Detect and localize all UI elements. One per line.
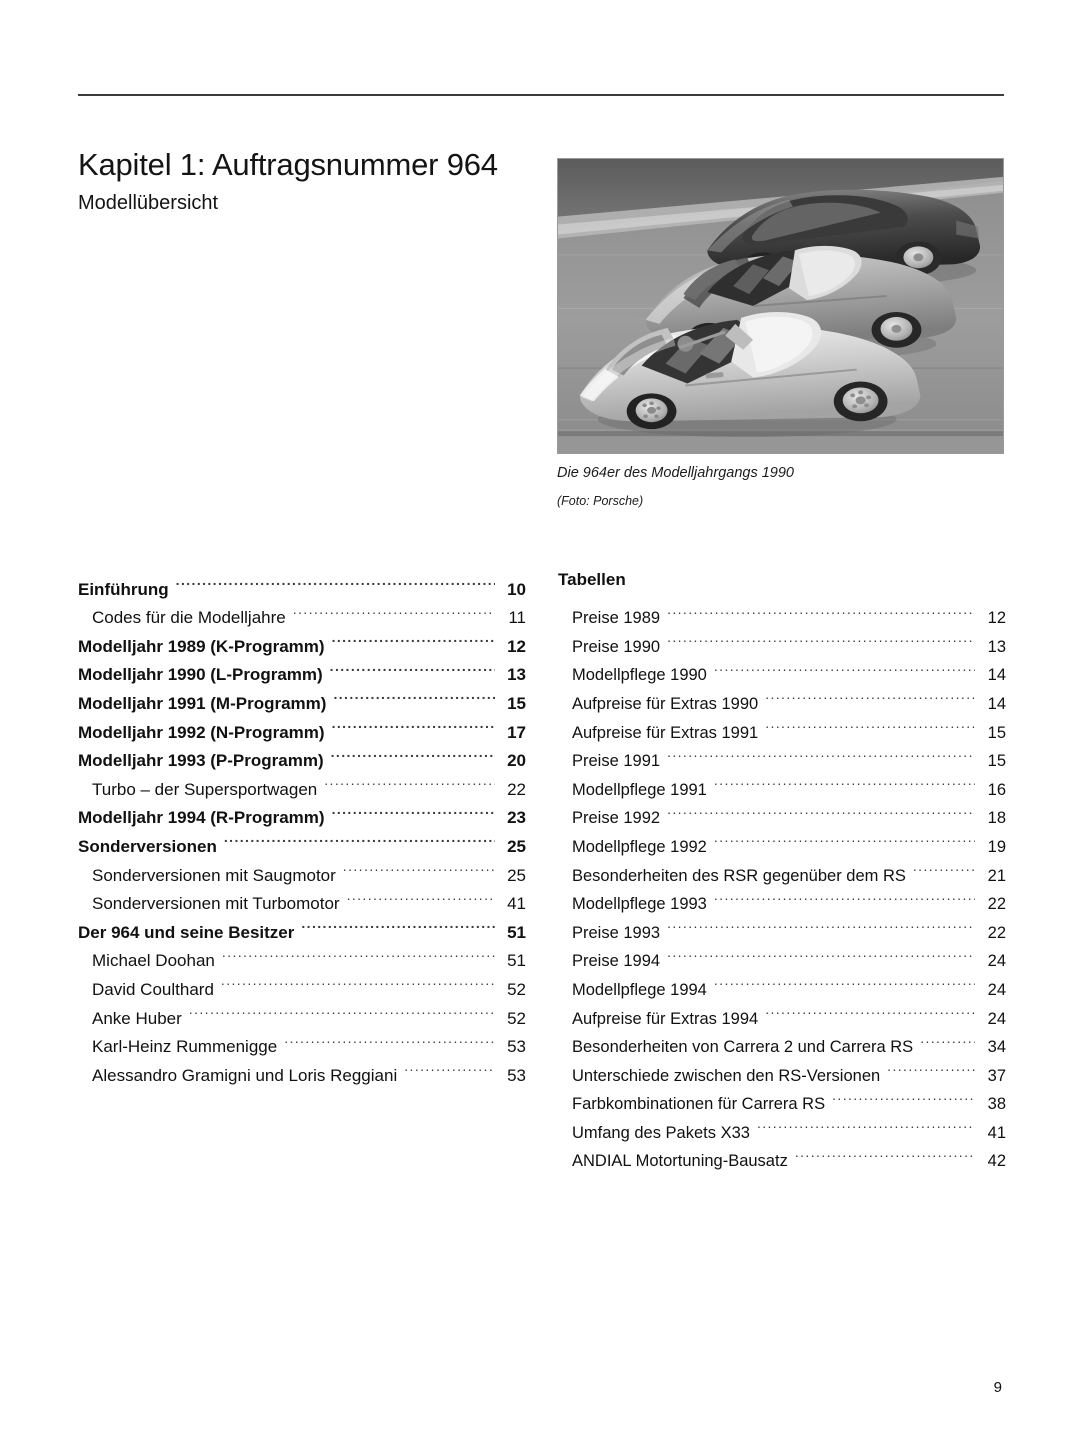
toc-entry-page: 13 (987, 637, 1006, 656)
toc-entry-label: Besonderheiten von Carrera 2 und Carrera RS (572, 1038, 914, 1057)
toc-entry-page: 53 (507, 1065, 526, 1085)
toc-entry-page: 24 (987, 1009, 1006, 1028)
toc-entry-label: Anke Huber (92, 1008, 182, 1028)
toc-entry-label: David Coulthard (92, 979, 214, 999)
toc-leader-dots (765, 680, 975, 709)
toc-leader-dots (332, 795, 495, 824)
toc-entry-page: 38 (987, 1095, 1006, 1114)
toc-entry-page: 14 (987, 666, 1006, 685)
toc-entry-page: 25 (507, 865, 526, 885)
toc-entry-page: 22 (987, 923, 1006, 942)
toc-entry-label: Preise 1994 (572, 952, 661, 971)
toc-entry-label: Karl-Heinz Rummenigge (92, 1037, 278, 1057)
toc-leader-dots (765, 709, 975, 738)
toc-entry-page: 16 (987, 780, 1006, 799)
toc-entry-page: 19 (987, 837, 1006, 856)
toc-leader-dots (333, 680, 495, 709)
toc-entry-label: Turbo – der Supersportwagen (92, 779, 318, 799)
toc-leader-dots (714, 652, 975, 681)
toc-entry-page: 14 (987, 694, 1006, 713)
toc-entry-label: Sonderversionen mit Turbomotor (92, 894, 340, 914)
toc-entry-label: Modellpflege 1990 (572, 666, 707, 685)
toc-entry-page: 52 (507, 1008, 526, 1028)
page-subtitle: Modellübersicht (78, 191, 219, 214)
toc-entry-page: 10 (507, 579, 526, 599)
toc-entry-page: 24 (987, 952, 1006, 971)
toc-leader-dots (913, 852, 975, 881)
header-rule (78, 94, 1004, 96)
toc-column-tables (558, 566, 1006, 1171)
toc-entry-page: 25 (507, 836, 526, 856)
toc-tables-heading: Tabellen (558, 570, 626, 589)
toc-entry-label: Alessandro Gramigni und Loris Reggiani (92, 1065, 398, 1085)
toc-entry-page: 34 (987, 1038, 1006, 1057)
toc-entry-label: Modelljahr 1992 (N-Programm) (78, 722, 325, 742)
toc-entry-label: Preise 1992 (572, 809, 661, 828)
toc-entry-page: 15 (987, 752, 1006, 771)
toc-leader-dots (667, 623, 975, 652)
toc-entry-label: Codes für die Modelljahre (92, 608, 286, 628)
toc-leader-dots (714, 966, 975, 995)
toc-entry-page: 12 (507, 636, 526, 656)
toc-entry-label: Aufpreise für Extras 1990 (572, 694, 759, 713)
toc-leader-dots (343, 852, 495, 881)
toc-leader-dots (330, 652, 495, 681)
toc-entry-page: 21 (987, 866, 1006, 885)
toc-entry-page: 51 (507, 951, 526, 971)
toc-entry-page: 15 (507, 693, 526, 713)
toc-entry-page: 24 (987, 980, 1006, 999)
toc-entry-label: Modellpflege 1994 (572, 980, 707, 999)
toc-leader-dots (332, 623, 495, 652)
toc-entry-label: Farbkombinationen für Carrera RS (572, 1095, 826, 1114)
porsche-964-photo-image (557, 158, 1004, 454)
toc-entry-page: 23 (507, 808, 526, 828)
page-title: Kapitel 1: Auftragsnummer 964 (78, 147, 498, 182)
toc-entry-label: Modellpflege 1992 (572, 837, 707, 856)
toc-leader-dots (176, 566, 495, 595)
toc-entry-label: Modelljahr 1994 (R-Programm) (78, 808, 325, 828)
toc-entry-label: Preise 1991 (572, 752, 661, 771)
toc-entry-page: 11 (508, 608, 526, 628)
page-number: 9 (993, 1379, 1002, 1396)
toc-leader-dots (221, 966, 495, 995)
toc-column-contents (78, 566, 526, 1085)
toc-entry-label: Modellpflege 1991 (572, 780, 707, 799)
toc-leader-dots (347, 881, 495, 910)
toc-leader-dots (667, 938, 975, 967)
chapter-photo (557, 158, 1004, 454)
chapter-heading-block (78, 148, 528, 215)
toc-entry-page: 41 (507, 894, 526, 914)
toc-leader-dots (832, 1081, 975, 1110)
toc-leader-dots (757, 1109, 975, 1138)
toc-leader-dots (887, 1052, 975, 1081)
toc-leader-dots (667, 738, 975, 767)
toc-leader-dots (189, 995, 495, 1024)
toc-leader-dots (222, 938, 495, 967)
toc-leader-dots (795, 1138, 975, 1167)
toc-entry-page: 51 (507, 922, 526, 942)
toc-entry-page: 22 (507, 779, 526, 799)
figure-caption: Die 964er des Modelljahrgangs 1990 (557, 465, 794, 481)
toc-entry-label: ANDIAL Motortuning-Bausatz (572, 1152, 788, 1171)
figure-credit: (Foto: Porsche) (557, 494, 644, 508)
toc-entry-label: Besonderheiten des RSR gegenüber dem RS (572, 866, 906, 885)
toc-entry-label: Michael Doohan (92, 951, 215, 971)
toc-entry-label: Modelljahr 1989 (K-Programm) (78, 636, 325, 656)
toc-entry-label: Preise 1989 (572, 609, 661, 628)
toc-entry-label: Modellpflege 1993 (572, 895, 707, 914)
toc-leader-dots (332, 709, 495, 738)
toc-entry-label: Der 964 und seine Besitzer (78, 922, 295, 942)
toc-leader-dots (224, 823, 495, 852)
toc-entry-page: 18 (987, 809, 1006, 828)
toc-entry-label: Modelljahr 1993 (P-Programm) (78, 751, 324, 771)
toc-entry-label: Sonderversionen mit Saugmotor (92, 865, 336, 885)
toc-entry-label: Preise 1990 (572, 637, 661, 656)
toc-leader-dots (920, 1024, 975, 1053)
toc-entry-page: 12 (987, 609, 1006, 628)
toc-leader-dots (714, 881, 975, 910)
toc-entry[interactable] (78, 566, 526, 599)
toc-entry-page: 13 (507, 665, 526, 685)
toc-entry-label: Modelljahr 1991 (M-Programm) (78, 693, 327, 713)
toc-entry-page: 15 (987, 723, 1006, 742)
toc-entry-page: 52 (507, 979, 526, 999)
toc-entry-page: 42 (987, 1152, 1006, 1171)
toc-leader-dots (714, 766, 975, 795)
toc-entry-page: 37 (987, 1066, 1006, 1085)
toc-entry-page: 41 (987, 1123, 1006, 1142)
toc-entry-page: 17 (507, 722, 526, 742)
toc-entry-label: Unterschiede zwischen den RS-Versionen (572, 1066, 881, 1085)
toc-leader-dots (404, 1052, 495, 1081)
toc-leader-dots (301, 909, 495, 938)
toc-entry-page: 22 (987, 895, 1006, 914)
toc-leader-dots (324, 766, 495, 795)
toc-leader-dots (284, 1024, 495, 1053)
toc-leader-dots (293, 595, 495, 624)
toc-leader-dots (714, 823, 975, 852)
toc-entry-label: Aufpreise für Extras 1991 (572, 723, 759, 742)
toc-entry-label: Preise 1993 (572, 923, 661, 942)
toc-leader-dots (765, 995, 975, 1024)
toc-entry-page: 53 (507, 1037, 526, 1057)
toc-entry-page: 20 (507, 751, 526, 771)
toc-leader-dots (331, 738, 495, 767)
toc-entry-label: Einführung (78, 579, 169, 599)
toc-leader-dots (667, 595, 975, 624)
toc-leader-dots (667, 909, 975, 938)
toc-entry-label: Sonderversionen (78, 836, 217, 856)
toc-leader-dots (667, 795, 975, 824)
toc-entry-label: Aufpreise für Extras 1994 (572, 1009, 759, 1028)
toc-entry-label: Modelljahr 1990 (L-Programm) (78, 665, 323, 685)
toc-entry[interactable] (558, 595, 1006, 628)
toc-entry-label: Umfang des Pakets X33 (572, 1123, 750, 1142)
